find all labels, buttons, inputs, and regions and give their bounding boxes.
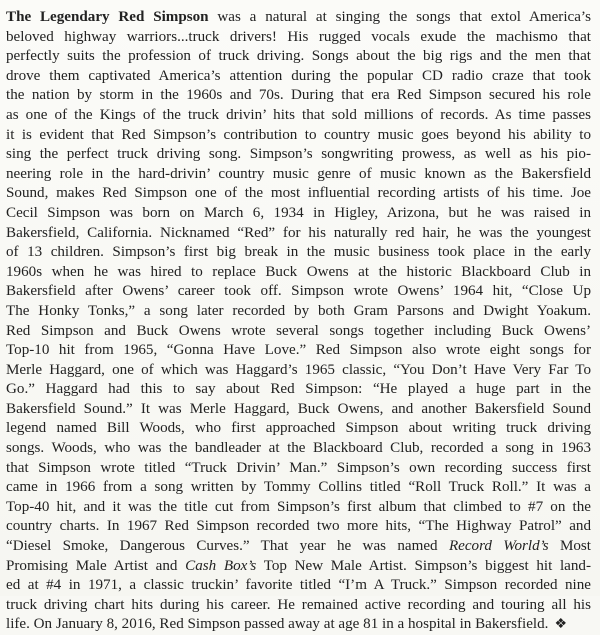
bio-line: legend named Bill Woods, who first approached Simpson about writing truck driving [6, 420, 591, 437]
bio-text: life. On January 8, 2016, Red Simpson passed away at age 81 in a hospital in Bakersfield. [6, 616, 549, 633]
bio-line: perfectly suits the profession of truck driving. Songs about the big rigs and the men that [6, 48, 591, 65]
bio-line: drove them captivated America’s attention during the popular CD radio craze that took [6, 67, 591, 84]
bio-line: Merle Haggard, one of which was Haggard’s 1965 classic, “You Don’t Have Very Far To [6, 361, 591, 378]
bio-line: Cecil Simpson was born on March 6, 1934 in Higley, Arizona, but he was raised in [6, 204, 591, 221]
bio-line: neering role in the hard-drivin’ country music genre of music known as the Bakersfield [6, 165, 591, 182]
bio-line [6, 537, 591, 557]
bio-line: Red Simpson and Buck Owens wrote several songs together including Buck Owens’ [6, 322, 591, 339]
bio-line: country charts. In 1967 Red Simpson recorded two more hits, “The Highway Patrol” and [6, 518, 591, 535]
bio-line [6, 557, 591, 577]
bio-line [6, 8, 591, 28]
bio-line: Sound, makes Red Simpson one of the most influential recording artists of his time. Joe [6, 185, 591, 202]
record-world-title: Record World’s [448, 538, 549, 555]
bio-line: truck driving chart hits during his career. He remained active recording and touring all his [6, 596, 591, 613]
bio-line [6, 615, 591, 635]
bio-text: Promising Male Artist and [6, 557, 186, 574]
bio-line: songs. Woods, who was the bandleader at the Blackboard Club, recorded a song in 1963 [6, 440, 591, 457]
bio-line: 1960s when he was hired to replace Buck Owens at the historic Blackboard Club in [6, 263, 591, 280]
bio-line: Bakersfield after Owens’ career took off. Simpson wrote Owens’ 1964 hit, “Close Up [6, 283, 591, 300]
bio-line: sing the perfect truck driving song. Simpson’s songwriting prowess, as well as his pio- [6, 146, 591, 163]
bio-line: came in 1966 from a song written by Tommy Collins titled “Roll Truck Roll.” It was a [6, 479, 591, 496]
bio-line: ed at #4 in 1971, a classic truckin’ favorite titled “I’m A Truck.” Simpson recorded nine [6, 577, 591, 594]
cash-box-title: Cash Box’s [185, 557, 257, 574]
bio-line: The Honky Tonks,” a song later recorded by both Gram Parsons and Dwight Yoakum. [6, 302, 591, 319]
bio-line: Top-40 hit, and it was the title cut from Simpson’s first album that climbed to #7 on the [6, 498, 591, 515]
ornament-icon: ❖ [554, 617, 567, 633]
bio-line: Bakersfield Sound.” It was Merle Haggard, Buck Owens, and another Bakersfield Sound [6, 400, 591, 417]
bio-text: Most [548, 538, 591, 555]
bio-line: of 13 children. Simpson’s first big break in the music business took place in the early [6, 244, 591, 261]
bio-line: that Simpson wrote titled “Truck Drivin’ Man.” Simpson’s own recording success first [6, 459, 591, 476]
bio-line: as one of the Kings of the truck drivin’ hits that sold millions of records. As time passes [6, 106, 591, 123]
bio-line: beloved highway warriors...truck drivers! His rugged vocals exude the machismo that [6, 28, 591, 45]
bio-text: “Diesel Smoke, Dangerous Curves.” That year he was named [6, 538, 438, 555]
bio-line: Top-10 hit from 1965, “Gonna Have Love.” Red Simpson also wrote eight songs for [6, 342, 591, 359]
bio-lead: The Legendary Red Simpson [6, 9, 209, 25]
bio-line: Bakersfield, California. Nicknamed “Red” for his naturally red hair, he was the youngest [6, 224, 591, 241]
bio-line: the nation by storm in the 1960s and 70s. During that era Red Simpson secured his role [6, 87, 591, 104]
biography-text [6, 8, 591, 635]
bio-line: Go.” Haggard had this to say about Red Simpson: “He played a huge part in the [6, 381, 591, 398]
bio-text: Top New Male Artist. Simpson’s biggest hit land- [256, 557, 591, 574]
bio-text: was a natural at singing the songs that extol America’s [208, 9, 591, 25]
bio-line: it is evident that Red Simpson’s contribution to country music goes beyond his ability to [6, 126, 591, 143]
